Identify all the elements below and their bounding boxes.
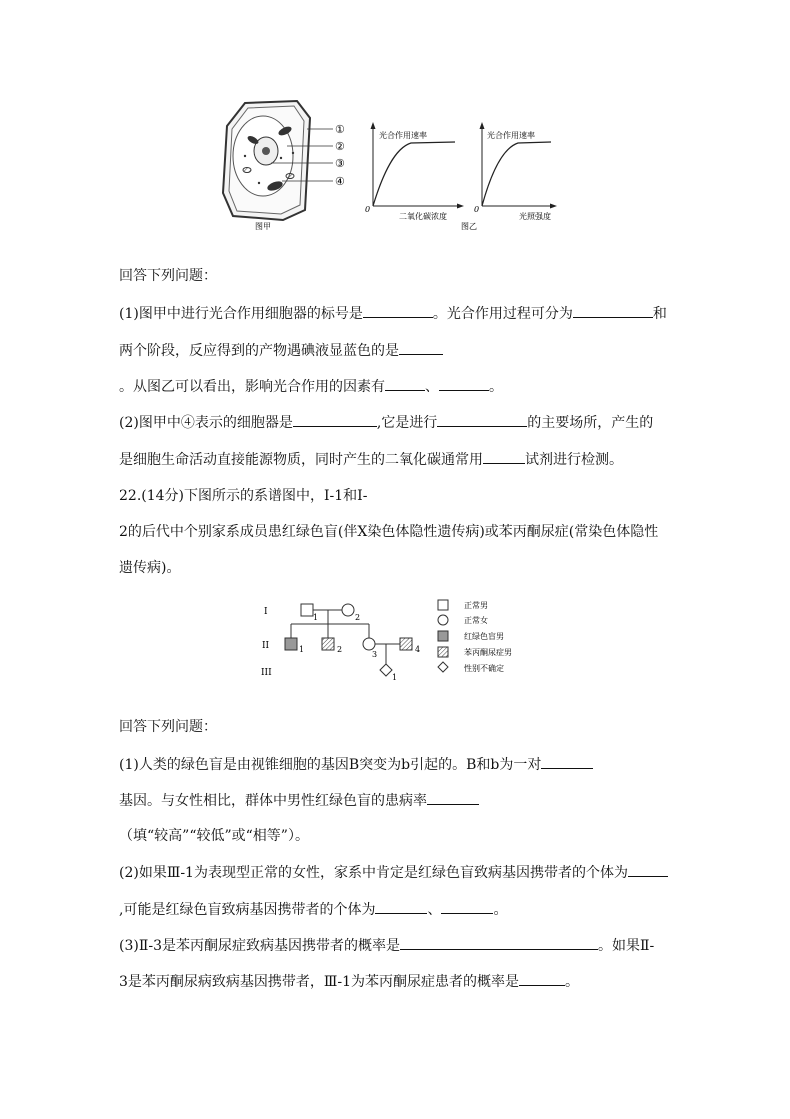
individual-II-3 [363, 638, 375, 650]
svg-text:正常女: 正常女 [464, 616, 488, 625]
answer-blank[interactable] [293, 412, 377, 427]
pedigree-chart [258, 594, 538, 686]
cell-label-3: ③ [335, 157, 345, 170]
answer-blank[interactable] [483, 449, 525, 464]
graph2-origin: 0 [474, 205, 480, 214]
individual-II-1 [285, 638, 297, 650]
svg-text:1: 1 [392, 673, 398, 682]
answer-blank[interactable] [375, 899, 427, 914]
svg-text:2: 2 [355, 613, 361, 622]
gen-label-I: I [264, 607, 268, 617]
q22-part3-line2: 3是苯丙酮尿病致病基因携带者，Ⅲ-1为苯丙酮尿症患者的概率是 。 [119, 971, 579, 992]
q22-part3-line1: (3)Ⅱ-3是苯丙酮尿症致病基因携带者的概率是 。如果Ⅱ- [119, 935, 654, 956]
svg-text:苯丙酮尿症男: 苯丙酮尿症男 [464, 648, 512, 657]
individual-II-2 [322, 638, 334, 650]
q21-part2-line2: 是细胞生命活动直接能源物质，同时产生的二氧化碳通常用 试剂进行检测。 [119, 449, 623, 470]
individual-II-4 [400, 638, 412, 650]
graph1-xlabel: 二氧化碳浓度 [399, 212, 447, 221]
cell-label-4: ④ [335, 175, 345, 188]
q22-heading-line3: 遗传病)。 [119, 560, 181, 576]
svg-text:3: 3 [372, 650, 378, 659]
legend-colorblind-male-icon [438, 631, 448, 641]
graph1-ylabel: 光合作用速率 [379, 131, 427, 140]
individual-I-2 [342, 604, 354, 616]
answer-blank[interactable] [437, 412, 527, 427]
q22-part2-line1: (2)如果Ⅲ-1为表现型正常的女性，家系中肯定是红绿色盲致病基因携带者的个体为 [119, 862, 668, 883]
q21-part1-line3: 。从图乙可以看出，影响光合作用的因素有 、 。 [119, 376, 503, 397]
gen-label-III: III [261, 668, 272, 678]
legend-normal-female-icon [438, 615, 448, 625]
answer-blank[interactable] [628, 862, 668, 877]
q22-part1-line2: 基因。与女性相比，群体中男性红绿色盲的患病率 [119, 790, 479, 811]
svg-text:正常男: 正常男 [464, 601, 488, 610]
q21-part2-line1: (2)图甲中④表示的细胞器是 ,它是进行 的主要场所，产生的 [119, 412, 653, 433]
q22-part1-line3: （填“较高”“较低”或“相等”）。 [119, 828, 309, 844]
figure-cell-and-graphs [215, 98, 560, 233]
q22-heading-line2: 2的后代中个别家系成员患红绿色盲(伴X染色体隐性遗传病)或苯丙酮尿症(常染色体隐性 [119, 524, 659, 540]
answer-blank[interactable] [400, 935, 598, 950]
answer-blank[interactable] [427, 790, 479, 805]
plant-cell-diagram [223, 101, 345, 231]
q22-heading-line1: 22.(14分)下图所示的系谱图中，I-1和I- [119, 488, 368, 504]
graph-co2 [365, 122, 464, 221]
individual-I-1 [301, 604, 313, 616]
graph2-ylabel: 光合作用速率 [487, 131, 535, 140]
answer-blank[interactable] [439, 376, 489, 391]
cell-label-1: ① [335, 123, 345, 136]
svg-text:2: 2 [337, 645, 343, 654]
answer-blank[interactable] [573, 303, 653, 318]
graph-light [461, 122, 557, 231]
answer-blank[interactable] [363, 303, 433, 318]
legend-normal-male-icon [438, 600, 448, 610]
pedigree-legend [438, 600, 512, 673]
graph2-xlabel: 光照强度 [519, 212, 551, 221]
cell-caption: 图甲 [255, 222, 271, 231]
svg-text:性别不确定: 性别不确定 [464, 664, 504, 673]
legend-unknown-sex-icon [438, 662, 448, 672]
individual-III-1 [380, 664, 392, 676]
answer-blank[interactable] [385, 376, 425, 391]
answer-blank[interactable] [519, 971, 565, 986]
q21-part1-line1: (1)图甲中进行光合作用细胞器的标号是 。光合作用过程可分为 和 [119, 303, 667, 324]
graph1-origin: 0 [365, 205, 371, 214]
answer-blank[interactable] [441, 899, 493, 914]
gen-label-II: II [262, 641, 270, 651]
q21-part1-line2: 两个阶段，反应得到的产物遇碘液显蓝色的是 [119, 340, 443, 361]
q22-part2-line2: ,可能是红绿色盲致病基因携带者的个体为 、 。 [119, 899, 507, 920]
svg-text:1: 1 [313, 613, 319, 622]
legend-pku-male-icon [438, 647, 448, 657]
svg-text:1: 1 [299, 645, 305, 654]
cell-label-2: ② [335, 140, 345, 153]
answer-blank[interactable] [399, 340, 443, 355]
q22-part1-line1: (1)人类的绿色盲是由视锥细胞的基因B突变为b引起的。B和b为一对 [119, 754, 593, 775]
graph-caption: 图乙 [461, 222, 477, 231]
svg-text:红绿色盲男: 红绿色盲男 [464, 632, 504, 641]
answer-blank[interactable] [541, 754, 593, 769]
svg-text:4: 4 [415, 645, 421, 654]
q22-intro: 回答下列问题： [119, 719, 217, 735]
q21-intro: 回答下列问题： [119, 268, 217, 284]
